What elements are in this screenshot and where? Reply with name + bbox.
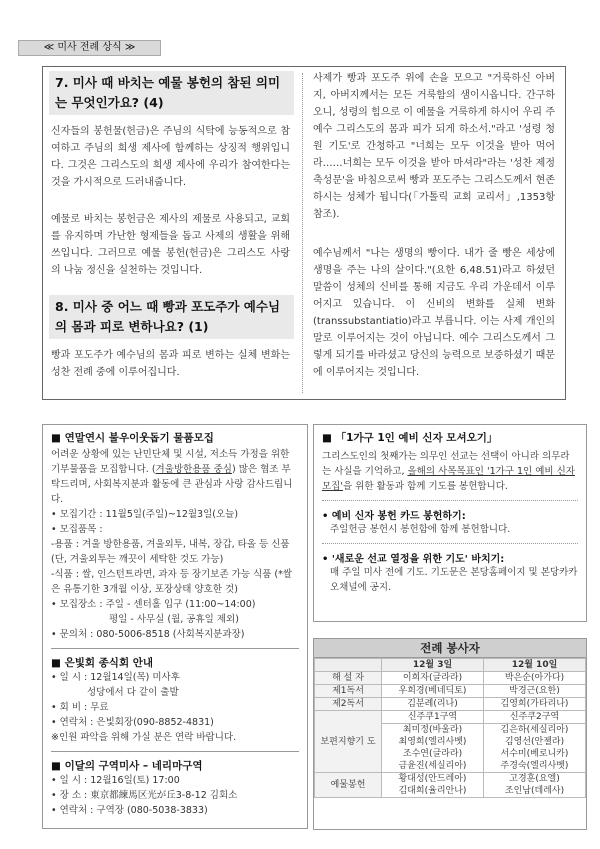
name-line: 김영선(안젤라) [504, 737, 565, 747]
table-cell [382, 773, 484, 798]
district-item: • 장 소 : 東京都練馬区光が丘3-8-12 김회소 [51, 790, 238, 801]
donation-item: 평일 - 사무실 (월, 공휴일 제외) [109, 614, 239, 625]
divider [51, 648, 299, 649]
silver-title: ■ 은빛회 종식회 안내 [51, 657, 154, 669]
silver-item: • 회 비 : 무료 [51, 702, 109, 713]
row-label: 해 설 자 [315, 672, 382, 685]
date-header: 12월 3일 [382, 659, 484, 672]
mission-bullet-2-text: 매 주일 미사 전에 기도. 기도문은 본당홈페이지 및 본당카카오채널에 공지. [330, 567, 578, 593]
notice-panel-left [42, 424, 308, 829]
donation-item: • 모집기간 : 11월5일(주일)~12월3일(오늘) [51, 509, 239, 520]
donation-item: -용품 : 겨울 방한용품, 겨울외투, 내복, 장갑, 타올 등 신품 (단, 겨울외투는 깨끗이 세탁한 것도 가능) [51, 539, 290, 565]
silver-item: • 일 시 : 12월14일(목) 미사후 [51, 672, 180, 683]
q8-title-text: 8. 미사 중 어느 때 빵과 포도주가 예수님의 몸과 피로 변하나요? (1) [55, 299, 281, 334]
divider [51, 751, 299, 752]
mission-title: ■ 「1가구 1인 예비 신자 모셔오기」 [322, 432, 498, 444]
table-cell: 우희경(베네딕토) [382, 685, 484, 698]
mission-bullet-1-title: • 예비 신자 봉헌 카드 봉헌하기: [322, 511, 466, 522]
mission-bullet-1-text: 주일헌금 봉헌시 봉헌함에 함께 봉헌합니다. [330, 524, 511, 535]
column-divider [302, 73, 303, 393]
district-item: • 일 시 : 12월16일(토) 17:00 [51, 775, 180, 786]
mission-text-b: 을 위한 활동과 함께 기도를 봉헌합니다. [342, 481, 508, 492]
name-line: 서수미(베로니카) [500, 749, 569, 759]
section-header: ≪ 미사 전례 상식 ≫ [18, 40, 161, 56]
q7-title-text: 7. 미사 때 바치는 예물 봉헌의 참된 의미는 무엇인가요? (4) [55, 75, 281, 110]
table-cell [382, 724, 484, 773]
service-roster-table [314, 658, 586, 798]
liturgy-faq-box [42, 66, 566, 400]
donation-intro [51, 447, 299, 507]
name-line: 최미정(바울라) [402, 725, 463, 735]
area-cell: 신주쿠2구역 [484, 711, 586, 724]
mission-text-link: 올해의 사목목표인 '1가구 1인 예비 신자 모집' [322, 466, 575, 492]
table-header-row [315, 659, 586, 672]
donation-intro-link: 겨울방한용품 중심 [155, 464, 232, 475]
donation-item: • 모집장소 : 주일 - 센터홀 입구 (11:00~14:00) [51, 599, 256, 610]
mission-bullet-2-title: • '새로운 선교 열정을 위한 기도' 바치기: [322, 554, 505, 565]
divider [322, 500, 578, 501]
row-label: 제2독서 [315, 698, 382, 711]
table-row [315, 698, 586, 711]
silver-item: ※인원 파악을 위해 가실 분은 연락 바랍니다. [51, 732, 237, 743]
row-label: 보편지향기 도 [315, 711, 382, 773]
date-header: 12월 10일 [484, 659, 586, 672]
q7-paragraph-1: 신자들의 봉헌물(헌금)은 주님의 식탁에 능동적으로 참여하고 주님의 희생 제사에 함께하는 상징적 행위입니다. 그것은 그리스도의 희생 제사에 우리가 참여한다는 것을 가시적으로 드러내줍니다. [51, 126, 290, 188]
mission-section [314, 425, 586, 600]
table-row [315, 711, 586, 724]
row-label: 예물봉헌 [315, 773, 382, 798]
district-section [43, 758, 307, 818]
district-item: • 연락처 : 구역장 (080-5038-3833) [51, 805, 208, 816]
name-line: 주경숙(엘리사벳) [500, 761, 569, 771]
service-roster-panel [313, 638, 587, 830]
table-row [315, 773, 586, 798]
donation-title: ■ 연말연시 불우이웃돕기 물품모집 [51, 432, 214, 444]
silver-item: • 연락처 : 은빛회장(090-8852-4831) [51, 717, 214, 728]
name-line: 금윤진(세실리아) [398, 761, 467, 771]
mission-panel [313, 424, 587, 622]
q7-title [49, 71, 294, 115]
table-cell [484, 773, 586, 798]
table-corner [315, 659, 382, 672]
row-label: 제1독서 [315, 685, 382, 698]
name-line: 최영희(엘리사벳) [398, 737, 467, 747]
area-cell: 신주쿠1구역 [382, 711, 484, 724]
name-line: 조인남(데레사) [504, 786, 565, 796]
table-cell: 이희자(글라라) [382, 672, 484, 685]
table-cell: 김분례(리나) [382, 698, 484, 711]
table-cell [484, 724, 586, 773]
donation-intro-a: 어려운 상황에 있는 난민단체 및 시설, 저소득 가정을 위한 기부물품을 모집합니다. ( [51, 449, 290, 475]
q7-paragraph-2: 예물로 바치는 봉헌금은 제사의 제물로 사용되고, 교회를 유지하며 가난한 형제들을 돕고 사제의 생활을 위해 쓰입니다. 그러므로 예물 봉헌(헌금)은 그리스도 사랑의 나눔 정신을 실천하는 것입니다. [51, 214, 290, 276]
name-line: 김은하(세실리아) [500, 725, 569, 735]
table-row [315, 685, 586, 698]
name-line: 조수연(글라라) [402, 749, 463, 759]
table-row [315, 672, 586, 685]
silver-item: 성당에서 다 같이 출발 [87, 687, 179, 698]
name-line: 고경훈(요엘) [509, 774, 560, 784]
silver-section [43, 655, 307, 745]
faq-right-column [309, 67, 559, 399]
donation-item: -식품 : 쌀, 인스턴트라면, 과자 등 장기보존 가능 식품 (*쌀은 유통기한 3개월 이상, 포장상태 양호한 것) [51, 569, 293, 595]
name-line: 황대성(안드레아) [398, 774, 467, 784]
donation-item: • 모집품목 : [51, 524, 103, 535]
donation-item: • 문의처 : 080-5006-8518 (사회복지분과장) [51, 629, 245, 640]
mission-text-a: 그리스도인의 첫째가는 의무인 선교는 선택이 아니라 의무라는 사실을 기억하고, [322, 451, 570, 477]
district-title: ■ 이달의 구역미사 – 네리마구역 [51, 760, 203, 772]
table-cell: 박은순(아가다) [484, 672, 586, 685]
right-paragraph-1: 사제가 빵과 포도주 위에 손을 모으고 "거룩하신 아버지, 아버지께서는 모든 거룩함의 샘이시옵니다. 간구하오니, 성령의 힘으로 이 예물을 거룩하게 하시어 우리 주 예수 그리스도의 몸과 피가 되게 하소서."라고 '성령 청원 기도'로 간청하고 "너희는 모두 이것을 받아 먹어라……너희는 모두 이것을 받아 마셔라"라는 '성찬 제정 축성문'을 바침으로써 빵과 포도주는 그리스도께서 현존하시는 성체가 됩니다(「가톨릭 교회 교리서」,1353항 참조). [313, 73, 555, 220]
service-roster-title: 전례 봉사자 [314, 639, 586, 658]
mission-paragraph [322, 449, 578, 494]
table-cell: 김영희(가타리나) [484, 698, 586, 711]
q8-paragraph-1: 빵과 포도주가 예수님의 몸과 피로 변하는 실체 변화는 성찬 전례 중에 이루어집니다. [51, 350, 290, 378]
faq-left-column [43, 67, 298, 399]
divider [322, 543, 578, 544]
right-paragraph-2: 예수님께서 "나는 생명의 빵이다. 내가 줄 빵은 세상에 생명을 주는 나의 살이다."(요한 6,48.51)라고 하셨던 말씀이 성체의 신비를 통해 지금도 우리 가운데서 이루어지고 있습니다. 이 신비의 변화를 실체 변화(transsubstantiatio)라고 부릅니다. 이는 사제 개인의 말로 이루어지는 것이 아닙니다. 예수 그리스도께서 그렇게 되기를 바라셨고 당신의 능력으로 보증하셨기 때문에 이루어지는 것입니다. [313, 248, 555, 378]
q8-title [49, 295, 294, 339]
name-line: 김대희(율리안나) [398, 786, 467, 796]
donation-section [43, 425, 307, 642]
table-cell: 박경근(요한) [484, 685, 586, 698]
donation-intro-b: ) 많은 협조 부탁드리며, 사회복지분과 활동에 큰 관심과 사랑 감사드립니다. [51, 464, 293, 505]
